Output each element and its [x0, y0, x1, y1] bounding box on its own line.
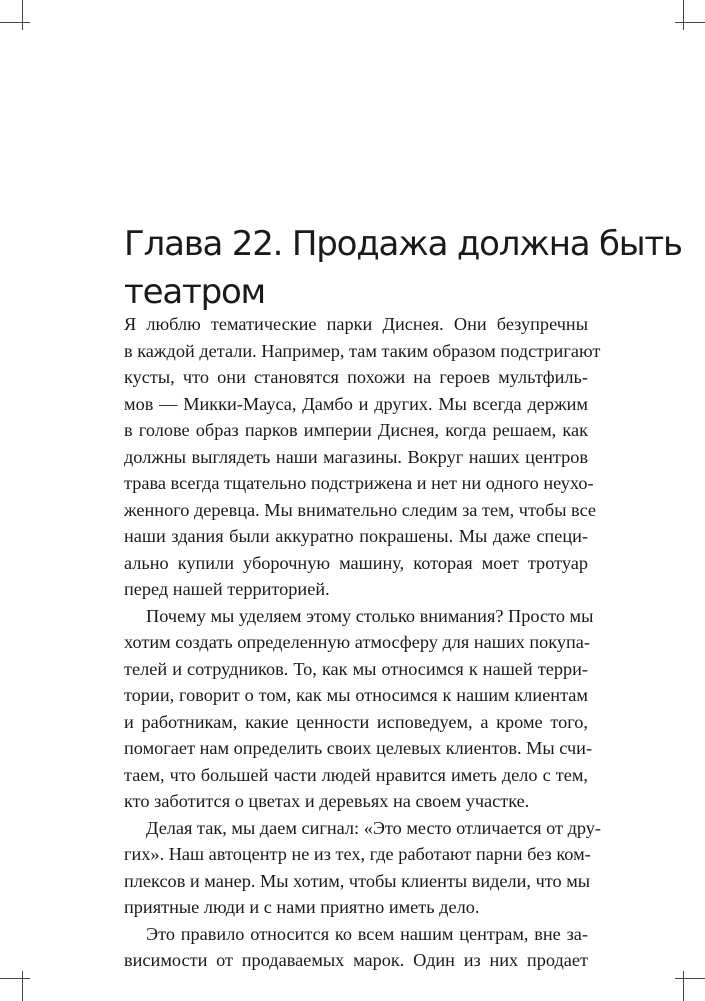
chapter-body	[124, 311, 602, 974]
crop-mark-left-top	[0, 22, 30, 23]
crop-mark-right-bottom	[675, 978, 705, 979]
text-line: Это правило относится ко всем нашим центрам, вне за-	[146, 923, 588, 944]
crop-mark-top-right	[683, 0, 684, 30]
text-line: кто заботится о цветах и деревьях на своем участке.	[124, 791, 530, 811]
text-line: висимости от продаваемых марок. Один из них продает	[124, 950, 588, 970]
text-line: хотим создать определенную атмосферу для наших покупа-	[124, 632, 591, 652]
paragraph	[124, 921, 588, 974]
chapter-heading	[124, 220, 682, 316]
text-line: помогает нам определить своих целевых клиентов. Мы счи-	[124, 738, 593, 758]
text-line: мов — Микки-Мауса, Дамбо и других. Мы всегда держим	[124, 393, 588, 414]
crop-mark-top-left	[22, 0, 23, 30]
text-line: таем, что большей части людей нравится иметь дело с тем,	[124, 764, 588, 785]
text-line: и работникам, какие ценности исповедуем, а кроме того,	[124, 711, 588, 732]
paragraph	[124, 815, 602, 921]
text-line: приятные люди и с нами приятно иметь дело.	[124, 897, 480, 917]
chapter-heading-line-2: театром	[124, 272, 265, 312]
text-line: Почему мы уделяем этому столько внимания? Просто мы	[146, 605, 594, 626]
text-line: тории, говорит о том, как мы относимся к нашим клиентам	[124, 685, 588, 705]
text-line: гих». Наш автоцентр не из тех, где работают парни без ком-	[124, 844, 591, 864]
crop-mark-right-top	[675, 22, 705, 23]
text-line: Делая так, мы даем сигнал: «Это место отличается от дру-	[146, 817, 602, 838]
text-line: телей и сотрудников. То, как мы относимся к нашей терри-	[124, 658, 588, 679]
text-line: трава всегда тщательно подстрижена и нет ни одного неухо-	[124, 473, 594, 493]
text-line: должны выглядеть наши магазины. Вокруг наших центров	[124, 446, 588, 467]
crop-mark-left-bottom	[0, 978, 30, 979]
chapter-heading-line-1: Глава 22. Продажа должна быть	[124, 224, 682, 264]
crop-mark-bottom-right	[683, 971, 684, 1001]
text-line: в голове образ парков империи Диснея, когда решаем, как	[124, 420, 588, 440]
text-line: плексов и манер. Мы хотим, чтобы клиенты видели, что мы	[124, 870, 591, 891]
paragraph	[124, 603, 594, 815]
crop-mark-bottom-left	[22, 971, 23, 1001]
text-line: кусты, что они становятся похожи на героев мультфиль-	[124, 367, 588, 387]
paragraph	[124, 311, 601, 603]
text-line: Я люблю тематические парки Диснея. Они безупречны	[124, 314, 588, 334]
text-line: наши здания были аккуратно покрашены. Мы даже специ-	[124, 526, 588, 546]
text-line: в каждой детали. Например, там таким образом подстригают	[124, 340, 601, 361]
text-line: перед нашей территорией.	[124, 579, 330, 599]
text-line: женного деревца. Мы внимательно следим за тем, чтобы все	[124, 499, 597, 520]
text-line: ально купили уборочную машину, которая моет тротуар	[124, 552, 588, 573]
